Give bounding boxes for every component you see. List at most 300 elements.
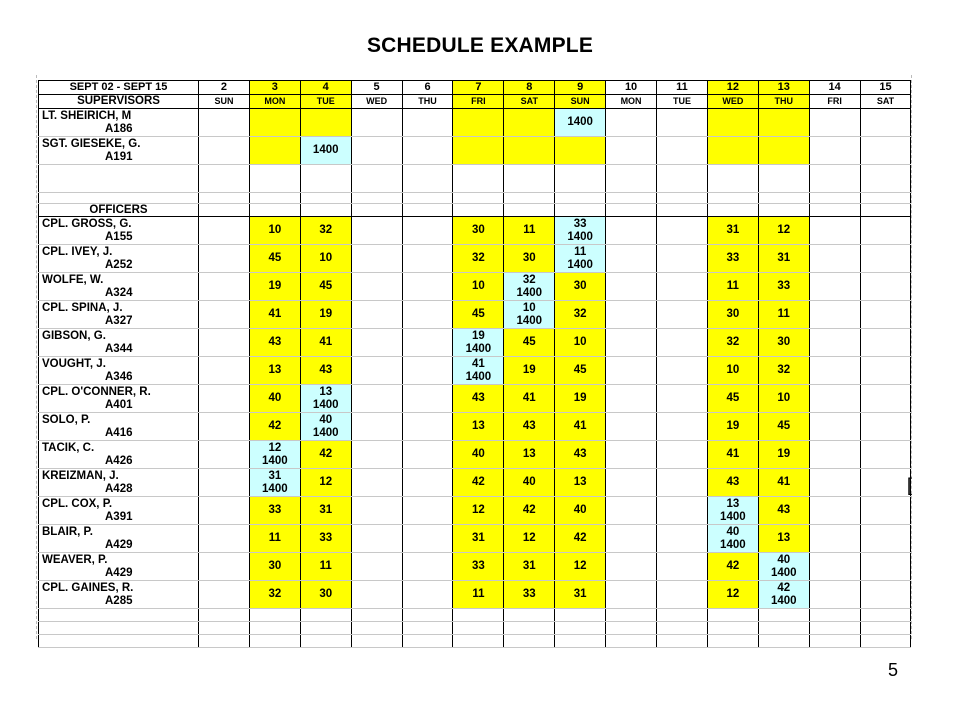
schedule-cell bbox=[300, 581, 351, 609]
employee-id: A401 bbox=[105, 398, 133, 411]
employee-name-cell bbox=[39, 109, 199, 137]
schedule-cell bbox=[860, 301, 911, 329]
schedule-cell bbox=[504, 497, 555, 525]
cell-value: 11 bbox=[268, 532, 281, 544]
schedule-cell bbox=[351, 217, 402, 245]
blank-cell bbox=[707, 622, 758, 635]
schedule-cell bbox=[300, 385, 351, 413]
cell-value: 42 bbox=[472, 476, 485, 488]
schedule-cell bbox=[300, 217, 351, 245]
schedule-cell bbox=[402, 581, 453, 609]
cell-value: 45 bbox=[319, 280, 333, 292]
schedule-cell bbox=[707, 329, 758, 357]
weekday-header: TUE bbox=[300, 95, 351, 109]
table-row bbox=[39, 109, 911, 137]
blank-cell bbox=[249, 193, 300, 204]
schedule-cell bbox=[453, 137, 504, 165]
blank-cell bbox=[860, 204, 911, 217]
schedule-cell bbox=[453, 245, 504, 273]
cell-value: 41 bbox=[319, 336, 333, 348]
schedule-cell bbox=[657, 385, 708, 413]
schedule-cell bbox=[351, 301, 402, 329]
blank-cell bbox=[300, 609, 351, 622]
cell-value: 41 bbox=[472, 357, 485, 370]
cell-value: 31 bbox=[472, 532, 485, 544]
employee-name: BLAIR, P. bbox=[42, 525, 93, 538]
schedule-cell bbox=[199, 357, 250, 385]
blank-cell bbox=[453, 622, 504, 635]
cell-value: 33 bbox=[319, 532, 333, 544]
schedule-cell bbox=[758, 217, 809, 245]
cell-value: 42 bbox=[522, 504, 536, 516]
cell-value: 42 bbox=[268, 420, 282, 432]
schedule-cell bbox=[300, 469, 351, 497]
schedule-cell bbox=[758, 553, 809, 581]
schedule-cell bbox=[758, 357, 809, 385]
weekday-header: SUN bbox=[199, 95, 250, 109]
date-header: 4 bbox=[300, 81, 351, 95]
schedule-cell bbox=[707, 581, 758, 609]
schedule-cell bbox=[453, 273, 504, 301]
officers-label: OFFICERS bbox=[39, 204, 199, 217]
cell-value: 41 bbox=[726, 448, 740, 460]
schedule-cell bbox=[402, 525, 453, 553]
blank-cell bbox=[453, 635, 504, 648]
schedule-cell bbox=[453, 553, 504, 581]
employee-name-cell bbox=[39, 581, 199, 609]
blank-cell bbox=[809, 609, 860, 622]
schedule-cell bbox=[707, 553, 758, 581]
cell-value: 41 bbox=[268, 308, 282, 320]
employee-name: SGT. GIESEKE, G. bbox=[42, 137, 141, 150]
blank-cell bbox=[860, 193, 911, 204]
schedule-cell bbox=[300, 525, 351, 553]
employee-id: A346 bbox=[105, 370, 133, 383]
schedule-cell bbox=[758, 329, 809, 357]
blank-cell bbox=[402, 635, 453, 648]
schedule-cell bbox=[402, 385, 453, 413]
schedule-cell bbox=[657, 413, 708, 441]
date-header: 9 bbox=[555, 81, 606, 95]
employee-id: A391 bbox=[105, 510, 133, 523]
cell-value: 13 bbox=[726, 497, 740, 510]
table-row bbox=[39, 245, 911, 273]
blank-cell bbox=[39, 635, 199, 648]
cell-value: 13 bbox=[522, 448, 536, 460]
schedule-cell bbox=[402, 497, 453, 525]
schedule-cell bbox=[300, 357, 351, 385]
cell-value: 42 bbox=[726, 560, 740, 572]
schedule-cell bbox=[860, 441, 911, 469]
cell-value: 40 bbox=[777, 553, 791, 566]
schedule-cell bbox=[657, 469, 708, 497]
cell-value: 42 bbox=[573, 532, 587, 544]
blank-cell bbox=[758, 193, 809, 204]
blank-cell bbox=[249, 165, 300, 193]
cell-value: 19 bbox=[522, 364, 536, 376]
schedule-cell bbox=[249, 329, 300, 357]
schedule-cell bbox=[657, 581, 708, 609]
table-row bbox=[39, 385, 911, 413]
employee-name-cell bbox=[39, 137, 199, 165]
schedule-cell bbox=[249, 497, 300, 525]
cell-value: 32 bbox=[573, 308, 587, 320]
schedule-cell bbox=[707, 469, 758, 497]
employee-name-cell bbox=[39, 329, 199, 357]
employee-id: A191 bbox=[105, 150, 133, 163]
schedule-cell bbox=[555, 525, 606, 553]
blank-cell bbox=[249, 204, 300, 217]
cell-value: 40 bbox=[522, 476, 536, 488]
schedule-cell bbox=[606, 357, 657, 385]
cell-value: 32 bbox=[522, 273, 536, 286]
weekday-header: THU bbox=[758, 95, 809, 109]
weekday-header: WED bbox=[707, 95, 758, 109]
weekday-header: FRI bbox=[453, 95, 504, 109]
weekday-header: THU bbox=[402, 95, 453, 109]
table-row bbox=[39, 525, 911, 553]
employee-id: A155 bbox=[105, 230, 133, 243]
schedule-cell bbox=[453, 109, 504, 137]
overtime-time: 1400 bbox=[770, 566, 797, 579]
schedule-cell bbox=[249, 109, 300, 137]
schedule-cell bbox=[504, 217, 555, 245]
blank-cell bbox=[860, 635, 911, 648]
weekday-header: SAT bbox=[504, 95, 555, 109]
schedule-cell bbox=[249, 413, 300, 441]
employee-name-cell bbox=[39, 553, 199, 581]
cell-value: 12 bbox=[777, 224, 791, 236]
blank-cell bbox=[809, 635, 860, 648]
employee-name: VOUGHT, J. bbox=[42, 357, 106, 370]
blank-cell bbox=[657, 635, 708, 648]
table-row bbox=[39, 357, 911, 385]
blank-cell bbox=[758, 165, 809, 193]
schedule-cell bbox=[657, 273, 708, 301]
table-row bbox=[39, 137, 911, 165]
blank-cell bbox=[504, 204, 555, 217]
cell-value: 12 bbox=[522, 532, 536, 544]
employee-name-cell bbox=[39, 273, 199, 301]
cell-value: 31 bbox=[726, 224, 740, 236]
weekday-header: SAT bbox=[860, 95, 911, 109]
schedule-cell bbox=[758, 469, 809, 497]
blank-cell bbox=[860, 622, 911, 635]
weekday-header-row bbox=[39, 95, 911, 109]
schedule-cell bbox=[300, 137, 351, 165]
schedule-cell bbox=[504, 413, 555, 441]
cell-value: 32 bbox=[777, 364, 791, 376]
schedule-cell bbox=[402, 245, 453, 273]
blank-cell bbox=[707, 193, 758, 204]
schedule-cell bbox=[199, 525, 250, 553]
blank-cell bbox=[199, 635, 250, 648]
schedule-cell bbox=[606, 441, 657, 469]
blank-cell bbox=[351, 635, 402, 648]
cell-value: 40 bbox=[726, 525, 740, 538]
date-header: 7 bbox=[453, 81, 504, 95]
schedule-cell bbox=[504, 245, 555, 273]
blank-cell bbox=[300, 204, 351, 217]
blank-cell bbox=[199, 165, 250, 193]
schedule-cell bbox=[606, 273, 657, 301]
schedule-cell bbox=[504, 581, 555, 609]
employee-name-cell bbox=[39, 441, 199, 469]
schedule-cell bbox=[199, 137, 250, 165]
overtime-time: 1400 bbox=[465, 342, 492, 355]
date-header: 10 bbox=[606, 81, 657, 95]
cell-value: 32 bbox=[268, 588, 282, 600]
schedule-cell bbox=[300, 413, 351, 441]
cell-value: 1400 bbox=[312, 144, 339, 156]
blank-cell bbox=[453, 204, 504, 217]
cell-value: 10 bbox=[573, 336, 587, 348]
blank-cell bbox=[860, 609, 911, 622]
schedule-cell bbox=[860, 497, 911, 525]
schedule-cell bbox=[555, 497, 606, 525]
cell-value: 42 bbox=[319, 448, 333, 460]
schedule-cell bbox=[249, 217, 300, 245]
employee-name: GIBSON, G. bbox=[42, 329, 106, 342]
schedule-cell bbox=[657, 137, 708, 165]
employee-id: A327 bbox=[105, 314, 133, 327]
schedule-cell bbox=[351, 497, 402, 525]
schedule-cell bbox=[657, 329, 708, 357]
schedule-cell bbox=[809, 329, 860, 357]
cell-value: 30 bbox=[268, 560, 282, 572]
blank-cell bbox=[351, 609, 402, 622]
overtime-time: 1400 bbox=[720, 538, 746, 551]
blank-cell bbox=[199, 204, 250, 217]
table-row bbox=[39, 273, 911, 301]
schedule-cell bbox=[504, 553, 555, 581]
schedule-cell bbox=[504, 329, 555, 357]
cell-value: 45 bbox=[472, 308, 485, 320]
blank-cell bbox=[809, 165, 860, 193]
schedule-cell bbox=[249, 469, 300, 497]
blank-cell bbox=[555, 622, 606, 635]
cell-value: 30 bbox=[726, 308, 740, 320]
blank-cell bbox=[555, 165, 606, 193]
schedule-cell bbox=[504, 357, 555, 385]
blank-cell bbox=[402, 622, 453, 635]
schedule-cell bbox=[860, 109, 911, 137]
schedule-cell bbox=[707, 217, 758, 245]
blank-cell bbox=[199, 622, 250, 635]
schedule-cell bbox=[758, 301, 809, 329]
table-row bbox=[39, 497, 911, 525]
schedule-cell bbox=[249, 245, 300, 273]
schedule-cell bbox=[606, 301, 657, 329]
cell-value: 40 bbox=[268, 392, 282, 404]
overtime-time: 1400 bbox=[770, 594, 797, 607]
schedule-cell bbox=[199, 469, 250, 497]
overtime-time: 1400 bbox=[720, 510, 746, 523]
schedule-cell bbox=[809, 137, 860, 165]
blank-cell bbox=[606, 635, 657, 648]
schedule-cell bbox=[606, 413, 657, 441]
schedule-cell bbox=[707, 273, 758, 301]
schedule-cell bbox=[758, 245, 809, 273]
blank-cell bbox=[504, 165, 555, 193]
schedule-cell bbox=[453, 217, 504, 245]
employee-id: A426 bbox=[105, 454, 133, 467]
blank-cell bbox=[453, 609, 504, 622]
schedule-cell bbox=[249, 273, 300, 301]
schedule-cell bbox=[351, 581, 402, 609]
blank-cell bbox=[657, 193, 708, 204]
cell-value: 12 bbox=[726, 588, 740, 600]
schedule-cell bbox=[351, 441, 402, 469]
schedule-cell bbox=[555, 329, 606, 357]
blank-cell bbox=[249, 609, 300, 622]
schedule-cell bbox=[199, 109, 250, 137]
schedule-cell bbox=[402, 357, 453, 385]
cell-value: 43 bbox=[472, 392, 485, 404]
schedule-cell bbox=[300, 497, 351, 525]
schedule-cell bbox=[402, 413, 453, 441]
schedule-cell bbox=[199, 329, 250, 357]
schedule-cell bbox=[555, 273, 606, 301]
blank-row bbox=[39, 609, 911, 622]
employee-name-cell bbox=[39, 217, 199, 245]
schedule-cell bbox=[249, 553, 300, 581]
employee-name: CPL. O'CONNER, R. bbox=[42, 385, 151, 398]
cell-value: 13 bbox=[268, 364, 282, 376]
blank-cell bbox=[606, 193, 657, 204]
schedule-cell bbox=[860, 137, 911, 165]
employee-id: A285 bbox=[105, 594, 133, 607]
cell-value: 32 bbox=[472, 252, 485, 264]
cell-value: 33 bbox=[522, 588, 536, 600]
schedule-cell bbox=[555, 301, 606, 329]
schedule-cell bbox=[351, 413, 402, 441]
date-header: 5 bbox=[351, 81, 402, 95]
schedule-cell bbox=[555, 385, 606, 413]
schedule-cell bbox=[453, 441, 504, 469]
schedule-cell bbox=[860, 581, 911, 609]
blank-cell bbox=[300, 635, 351, 648]
schedule-cell bbox=[199, 497, 250, 525]
overtime-time: 1400 bbox=[262, 454, 288, 467]
cell-value: 45 bbox=[268, 252, 282, 264]
cell-value: 33 bbox=[777, 280, 791, 292]
blank-cell bbox=[555, 193, 606, 204]
employee-name-cell bbox=[39, 497, 199, 525]
schedule-cell bbox=[402, 469, 453, 497]
schedule-cell bbox=[758, 385, 809, 413]
schedule-cell bbox=[860, 245, 911, 273]
schedule-cell bbox=[809, 109, 860, 137]
table-row bbox=[39, 581, 911, 609]
employee-id: A324 bbox=[105, 286, 133, 299]
cell-value: 19 bbox=[573, 392, 587, 404]
cell-value: 40 bbox=[472, 448, 485, 460]
schedule-cell bbox=[606, 245, 657, 273]
weekday-header: MON bbox=[606, 95, 657, 109]
blank-cell bbox=[809, 622, 860, 635]
employee-id: A344 bbox=[105, 342, 133, 355]
employee-name: KREIZMAN, J. bbox=[42, 469, 119, 482]
cell-value: 10 bbox=[472, 280, 485, 292]
schedule-cell bbox=[809, 385, 860, 413]
cell-value: 11 bbox=[523, 224, 536, 236]
schedule-cell bbox=[809, 553, 860, 581]
schedule-cell bbox=[860, 525, 911, 553]
schedule-cell bbox=[402, 109, 453, 137]
schedule-cell bbox=[453, 469, 504, 497]
schedule-cell bbox=[758, 441, 809, 469]
schedule-cell bbox=[860, 273, 911, 301]
schedule-cell bbox=[606, 581, 657, 609]
schedule-cell bbox=[402, 441, 453, 469]
overtime-time: 1400 bbox=[567, 258, 593, 271]
schedule-cell bbox=[249, 525, 300, 553]
blank-cell bbox=[249, 635, 300, 648]
employee-id: A429 bbox=[105, 566, 133, 579]
schedule-cell bbox=[809, 273, 860, 301]
cell-value: 40 bbox=[573, 504, 587, 516]
blank-cell bbox=[809, 193, 860, 204]
employee-name-cell bbox=[39, 469, 199, 497]
supervisors-label: SUPERVISORS bbox=[39, 95, 199, 109]
employee-name: TACIK, C. bbox=[42, 441, 95, 454]
cell-value: 10 bbox=[726, 364, 740, 376]
date-header: 2 bbox=[199, 81, 250, 95]
table-row bbox=[39, 441, 911, 469]
schedule-sheet bbox=[38, 80, 911, 648]
employee-name: SOLO, P. bbox=[42, 413, 91, 426]
overtime-time: 1400 bbox=[516, 314, 543, 327]
schedule-cell bbox=[453, 497, 504, 525]
page-number: 5 bbox=[888, 660, 899, 680]
employee-id: A252 bbox=[105, 258, 133, 271]
table-row bbox=[39, 469, 911, 497]
schedule-cell bbox=[707, 441, 758, 469]
schedule-cell bbox=[199, 301, 250, 329]
schedule-cell bbox=[402, 329, 453, 357]
schedule-cell bbox=[860, 469, 911, 497]
schedule-cell bbox=[402, 273, 453, 301]
blank-cell bbox=[351, 622, 402, 635]
schedule-cell bbox=[199, 553, 250, 581]
blank-cell bbox=[707, 635, 758, 648]
employee-name: LT. SHEIRICH, M bbox=[42, 109, 132, 122]
table-row bbox=[39, 413, 911, 441]
schedule-cell bbox=[809, 301, 860, 329]
blank-cell bbox=[606, 204, 657, 217]
blank-cell bbox=[555, 204, 606, 217]
schedule-cell bbox=[504, 469, 555, 497]
schedule-cell bbox=[555, 553, 606, 581]
cell-value: 43 bbox=[573, 448, 587, 460]
schedule-cell bbox=[809, 413, 860, 441]
cell-value: 31 bbox=[522, 560, 536, 572]
schedule-cell bbox=[606, 385, 657, 413]
weekday-header: MON bbox=[249, 95, 300, 109]
schedule-cell bbox=[249, 137, 300, 165]
cell-value: 41 bbox=[777, 476, 791, 488]
cell-value: 19 bbox=[268, 280, 282, 292]
date-header: 14 bbox=[809, 81, 860, 95]
schedule-cell bbox=[606, 329, 657, 357]
schedule-cell bbox=[606, 525, 657, 553]
blank-cell bbox=[657, 609, 708, 622]
schedule-cell bbox=[707, 413, 758, 441]
overtime-time: 1400 bbox=[262, 482, 288, 495]
cell-value: 13 bbox=[573, 476, 587, 488]
schedule-cell bbox=[555, 469, 606, 497]
